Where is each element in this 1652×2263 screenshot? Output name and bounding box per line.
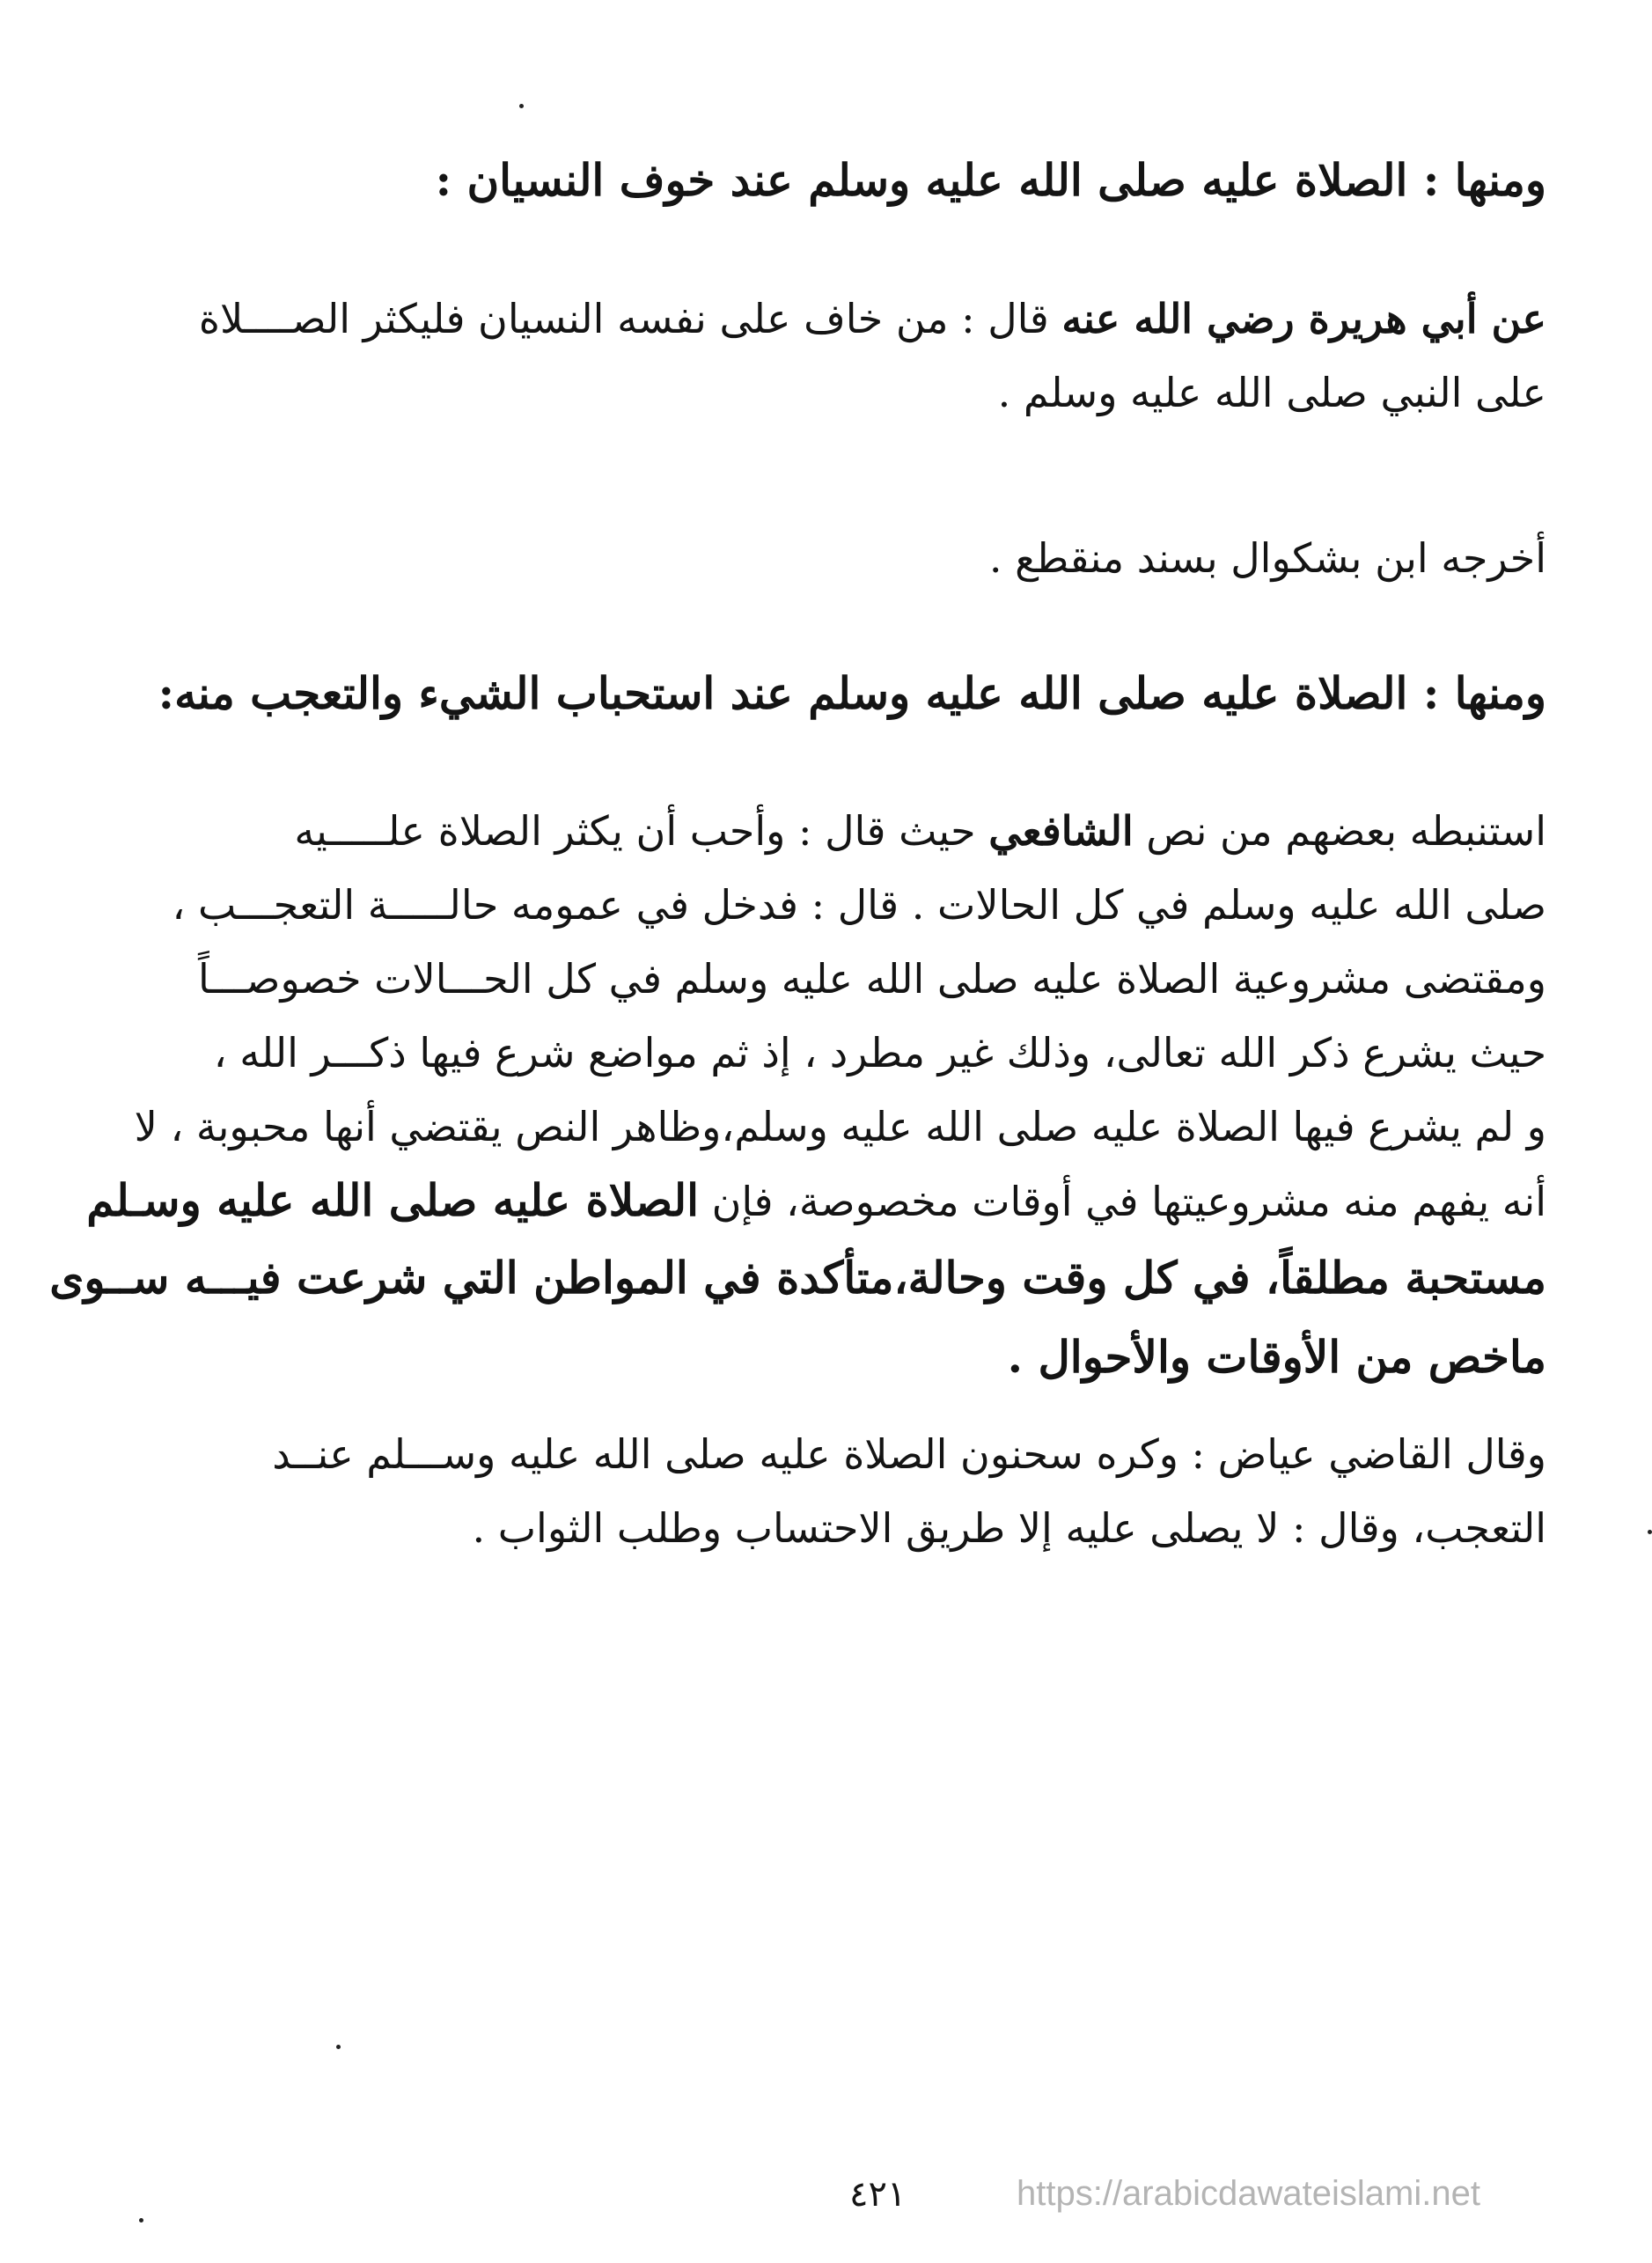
watermark-url: https://arabicdawateislami.net bbox=[1017, 2174, 1480, 2213]
paragraph-line: صلى الله عليه وسلم في كل الحالات . قال : فدخل في عمومه حالـــــة التعجـــب ، bbox=[172, 881, 1546, 929]
text-run: حيث قال : وأحب أن يكثر الصلاة علـــــيه bbox=[294, 807, 976, 855]
source-citation-paragraph bbox=[46, 521, 1546, 595]
qadi-iyad-paragraph bbox=[46, 1417, 1546, 1565]
shafii-inference-paragraph bbox=[46, 794, 1546, 1397]
section-heading-admiration bbox=[46, 658, 1546, 729]
paragraph-line: التعجب، وقال : لا يصلى عليه إلا طريق الاحتساب وطلب الثواب . bbox=[472, 1504, 1546, 1552]
narrator-name: عن أبي هريرة رضي الله عنه bbox=[1061, 295, 1546, 342]
paragraph-line bbox=[46, 282, 1546, 356]
paragraph-line bbox=[46, 1164, 1546, 1238]
paragraph-line: أخرجه ابن بشكوال بسند منقطع . bbox=[988, 534, 1546, 582]
scan-speck bbox=[139, 2218, 143, 2223]
paragraph-line: على النبي صلى الله عليه وسلم . bbox=[997, 369, 1546, 416]
paragraph-line: و لم يشرع فيها الصلاة عليه صلى الله عليه وسلم،وظاهر النص يقتضي أنها محبوبة ، لا bbox=[134, 1103, 1546, 1150]
bold-phrase: الصلاة عليه صلى الله عليه وسـلم bbox=[86, 1174, 700, 1226]
scholar-name: الشافعي bbox=[988, 807, 1134, 855]
text-run: أنه يفهم منه مشروعيتها في أوقات مخصوصة، فإن bbox=[711, 1178, 1546, 1225]
heading-text: ومنها : الصلاة عليه صلى الله عليه وسلم عند خوف النسيان : bbox=[435, 154, 1546, 206]
paragraph-line-bold: مستحبة مطلقاً، في كل وقت وحالة،متأكدة في المواطن التي شرعت فيـــه ســوى bbox=[49, 1252, 1546, 1304]
scan-speck bbox=[336, 2045, 341, 2049]
heading-text: ومنها : الصلاة عليه صلى الله عليه وسلم عند استحباب الشيء والتعجب منه: bbox=[158, 667, 1546, 719]
paragraph-line: حيث يشرع ذكر الله تعالى، وذلك غير مطرد ، إذ ثم مواضع شرع فيها ذكـــر الله ، bbox=[213, 1029, 1546, 1076]
hadith-text: قال : من خاف على نفسه النسيان فليكثر الصــــلاة bbox=[198, 295, 1049, 342]
paragraph-line bbox=[46, 794, 1546, 868]
section-heading-forgetfulness bbox=[46, 145, 1546, 216]
paragraph-line: وقال القاضي عياض : وكره سحنون الصلاة عليه صلى الله عليه وســـلم عنــد bbox=[272, 1430, 1546, 1478]
page-number: ٤٢١ bbox=[849, 2174, 907, 2215]
hadith-abu-hurairah-paragraph bbox=[46, 282, 1546, 430]
scan-speck bbox=[519, 104, 524, 108]
text-run: استنبطه بعضهم من نص bbox=[1146, 807, 1546, 855]
scan-speck bbox=[1648, 1530, 1652, 1534]
paragraph-line: ومقتضى مشروعية الصلاة عليه صلى الله عليه وسلم في كل الحـــالات خصوصـــاً bbox=[197, 955, 1546, 1003]
paragraph-line-bold: ماخص من الأوقات والأحوال . bbox=[1007, 1331, 1546, 1383]
